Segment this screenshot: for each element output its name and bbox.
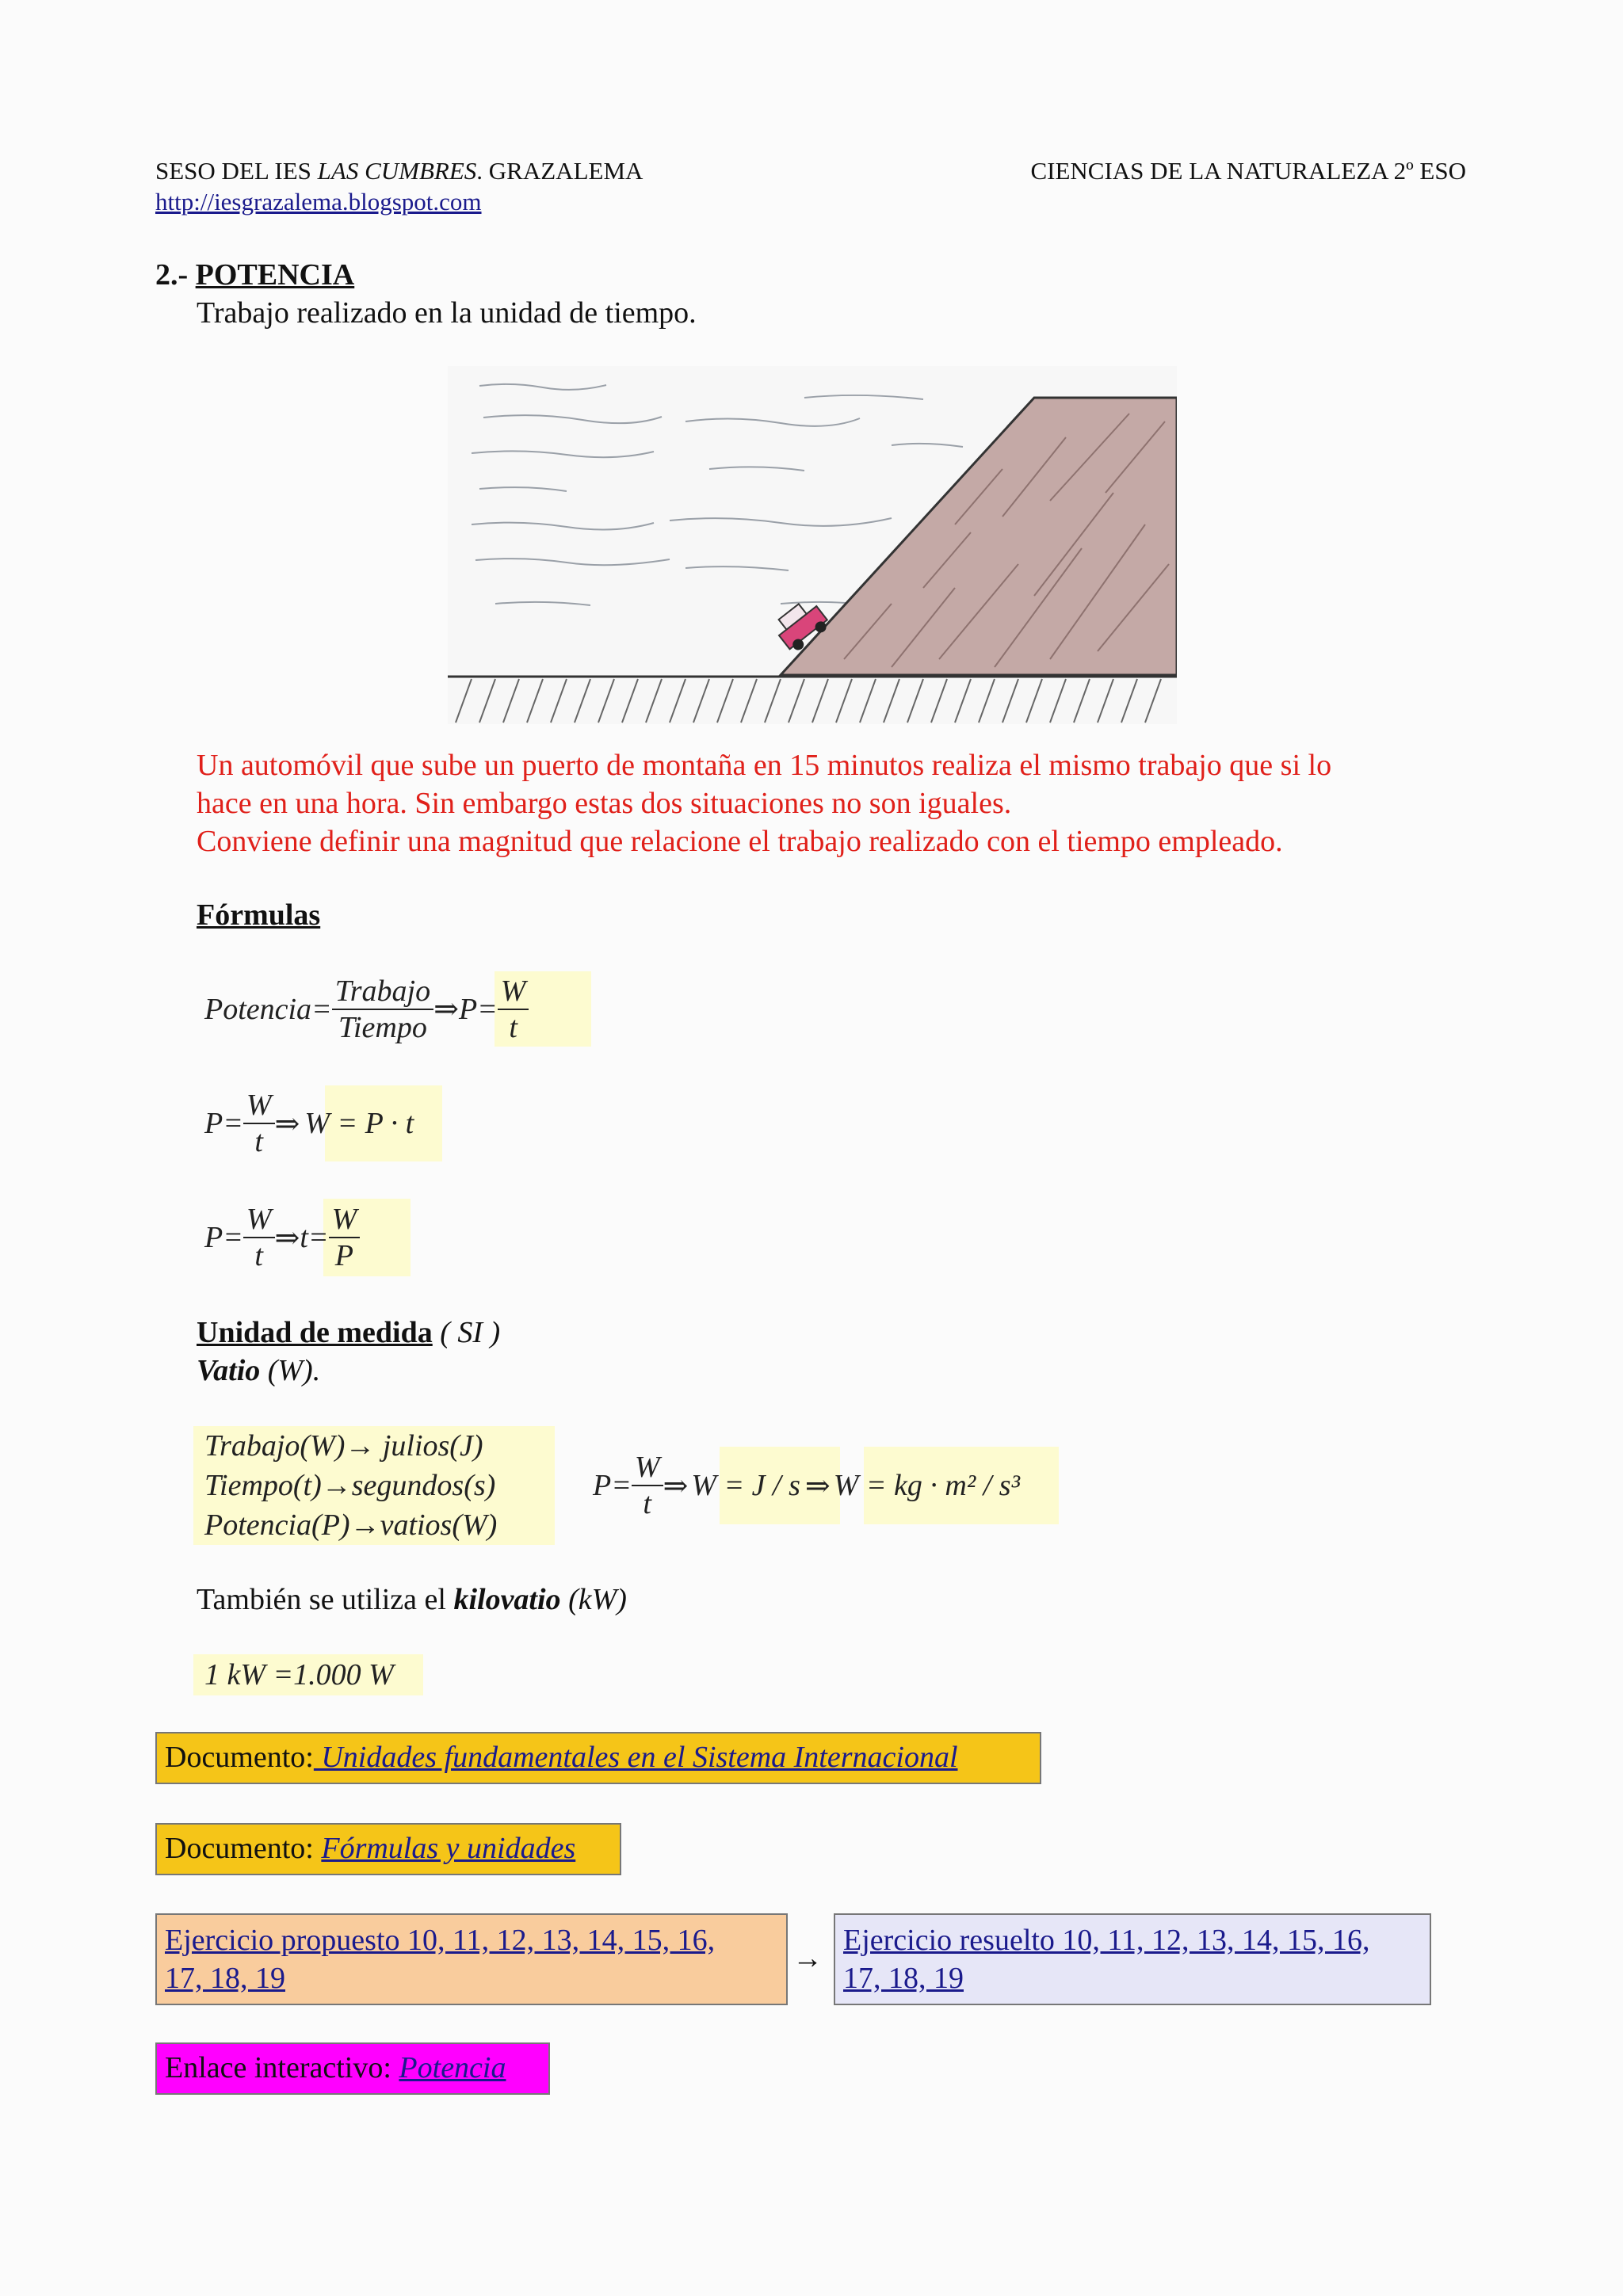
exercise-proposed-link-cont[interactable]: 17, 18, 19: [165, 1962, 285, 1995]
interactive-link[interactable]: Potencia: [399, 2051, 506, 2084]
kw-equation: 1 kW =1.000 W: [204, 1658, 394, 1691]
doc-formulas-link[interactable]: Fórmulas y unidades: [321, 1832, 576, 1865]
unit-equation: P= $\frac{W}{t}$ ⇒ W = J / s ⇒ W = kg · m² / s³: [593, 1451, 1020, 1520]
units-vatio: Vatio (W).: [197, 1354, 321, 1387]
exercise-proposed-box: [155, 1913, 788, 2005]
doc-formulas-box: Documento: Fórmulas y unidades: [155, 1823, 621, 1875]
section-title: 2.- POTENCIA: [155, 258, 355, 292]
blog-link[interactable]: http://iesgrazalema.blogspot.com: [155, 188, 482, 215]
header-left: SESO DEL IES LAS CUMBRES. GRAZALEMA: [155, 157, 643, 185]
kilovatio-line: También se utiliza el kilovatio (kW): [197, 1583, 627, 1616]
formula-trabajo: P= $\frac{W}{t}$ ⇒ W = P · t: [204, 1089, 414, 1158]
exercise-solved-link[interactable]: Ejercicio resuelto 10, 11, 12, 13, 14, 15, 16,: [843, 1924, 1370, 1957]
intro-paragraph: Un automóvil que sube un puerto de montaña en 15 minutos realiza el mismo trabajo que si lo hace en una hora. Sin embargo estas dos situaciones no son iguales. Conviene definir una magnitud que relacione el trabajo realizado con el tiempo empleado.: [197, 749, 1332, 858]
unit-row-tiempo: Tiempo(t)→segundos(s): [204, 1469, 496, 1502]
exercise-proposed-link[interactable]: Ejercicio propuesto 10, 11, 12, 13, 14, 15, 16,: [165, 1924, 716, 1957]
formulas-heading: Fórmulas: [197, 898, 321, 932]
car-mountain-illustration: [448, 366, 1177, 724]
formula-tiempo: P= $\frac{W}{t}$ ⇒ t= $\frac{W}{P}$: [204, 1199, 360, 1276]
exercise-solved-box: [834, 1913, 1431, 2005]
units-list: [204, 1426, 497, 1545]
unit-row-trabajo: Trabajo(W)→ julios(J): [204, 1429, 483, 1463]
fraction-w-t: $\frac{W}{t}$: [498, 974, 529, 1045]
arrow-icon: →: [792, 1942, 823, 1975]
doc-unidades-link[interactable]: Unidades fundamentales en el Sistema Internacional: [313, 1741, 958, 1774]
section-definition: Trabajo realizado en la unidad de tiempo.: [197, 296, 697, 330]
fraction-trabajo-tiempo: $\frac{\text{Trabajo}}{\text{Tiempo}}$: [332, 974, 433, 1045]
doc-unidades-box: Documento: Unidades fundamentales en el Sistema Internacional: [155, 1732, 1041, 1784]
unit-row-potencia: Potencia(P)→vatios(W): [204, 1508, 498, 1542]
exercise-solved-link-cont[interactable]: 17, 18, 19: [843, 1962, 964, 1995]
header-right: CIENCIAS DE LA NATURALEZA 2º ESO: [1030, 157, 1466, 185]
formula-potencia: Potencia= $\frac{\text{Trabajo}}{\text{Tiempo}}$ ⇒ P= $\frac{W}{t}$: [204, 971, 529, 1047]
interactive-box: Enlace interactivo: Potencia: [155, 2042, 550, 2095]
units-heading: Unidad de medida ( SI ): [197, 1316, 501, 1349]
